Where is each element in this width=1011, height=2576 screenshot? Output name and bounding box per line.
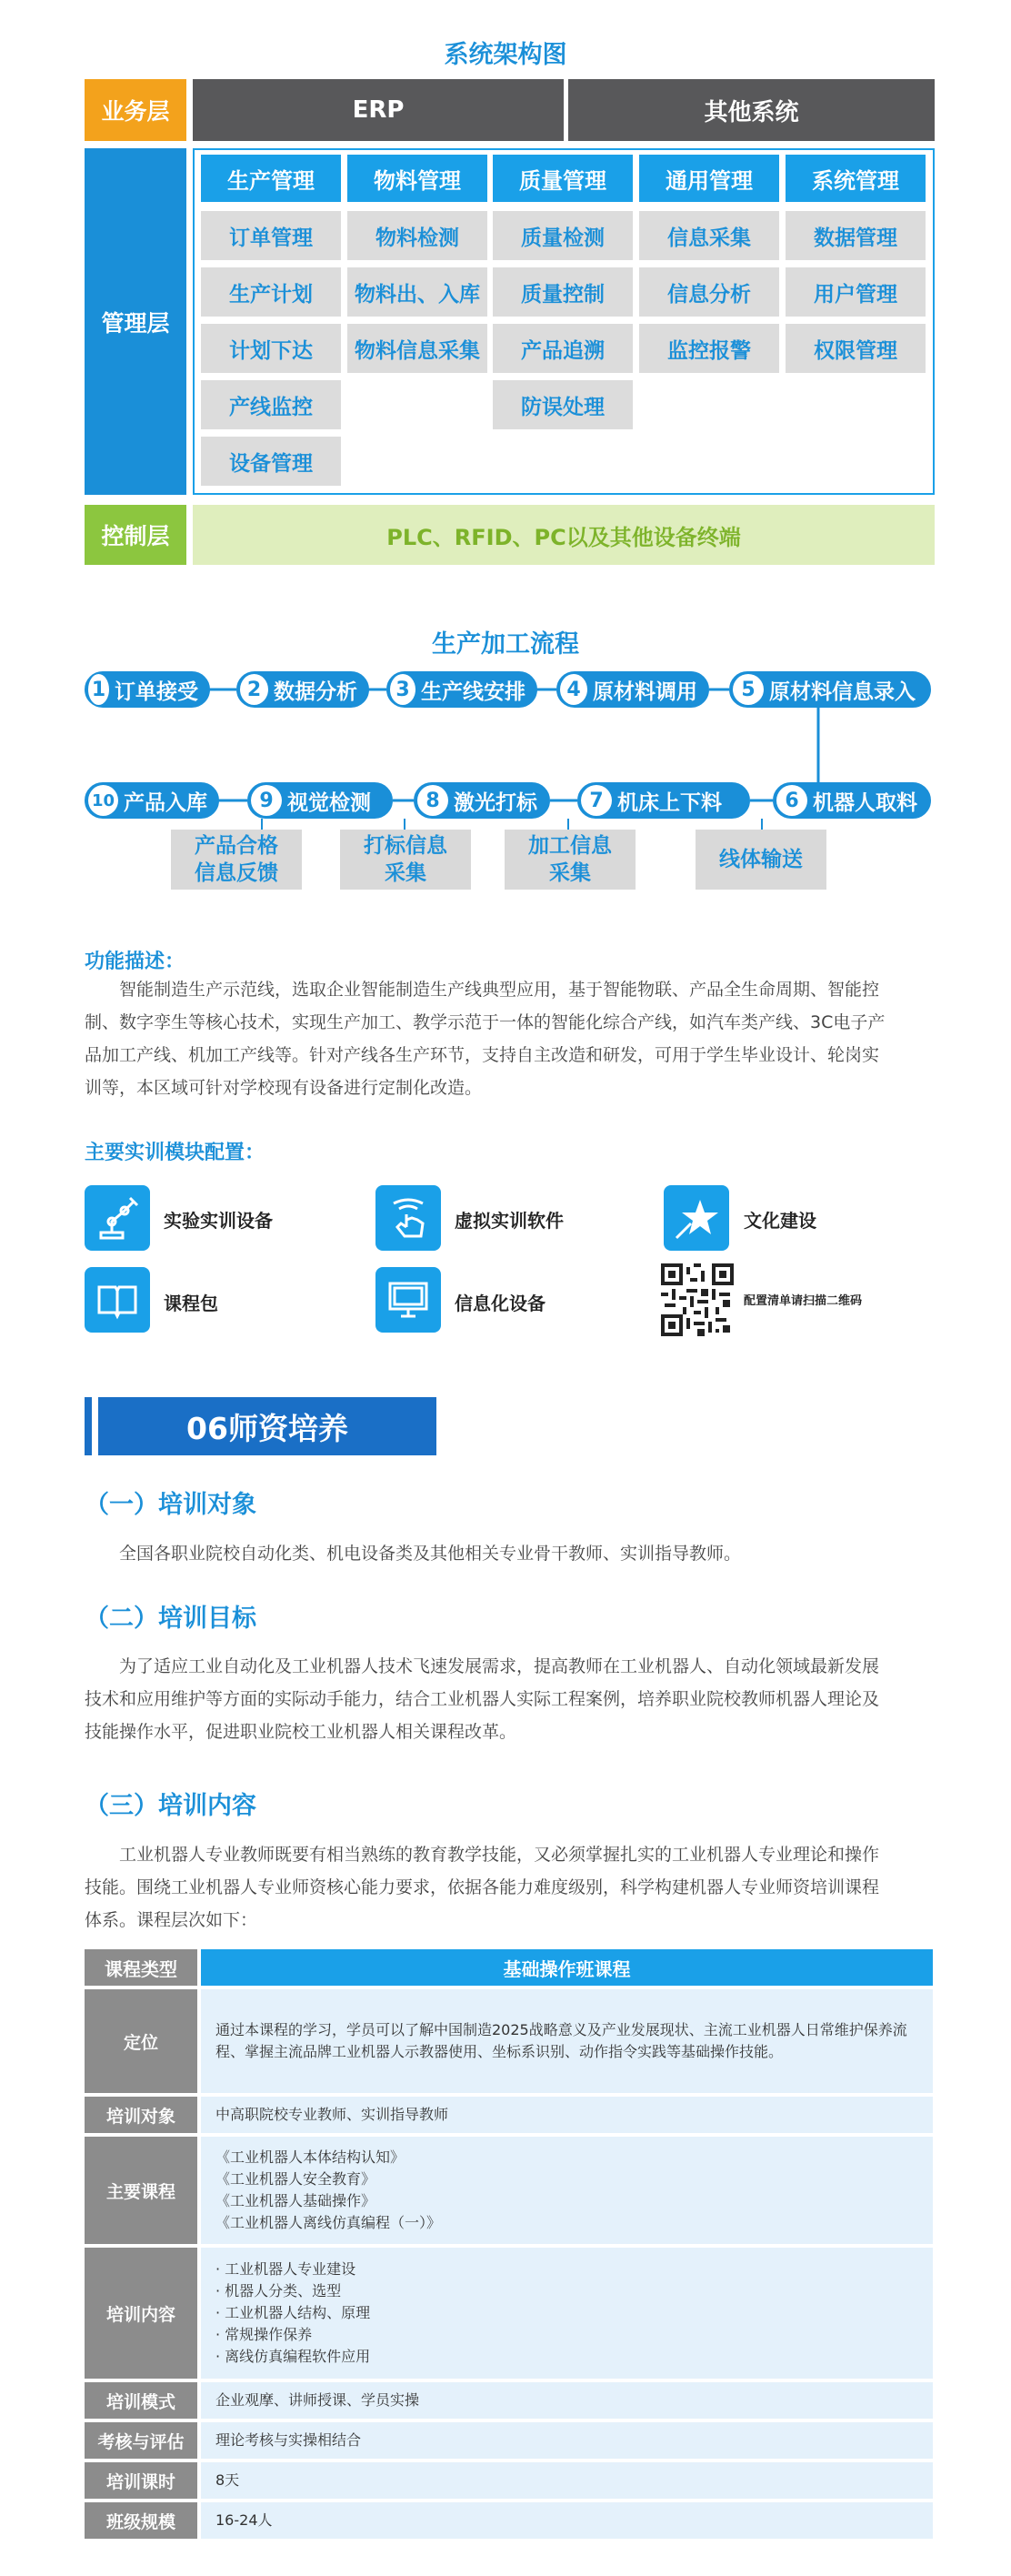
table-row-label: 培训模式 — [85, 2382, 197, 2419]
module-item: 生产计划 — [201, 267, 341, 317]
module-item: 防误处理 — [493, 380, 633, 429]
process-step — [85, 671, 210, 708]
table-row-content — [201, 2382, 933, 2419]
sub-box-line: 采集 — [385, 861, 426, 885]
step-label: 订单接受 — [115, 679, 198, 704]
control-devices-box: PLC、RFID、PC以及其他设备终端 — [193, 505, 935, 565]
table-cell-line: · 机器人分类、选型 — [215, 2282, 342, 2299]
sub-box-line: 信息反馈 — [195, 861, 278, 885]
process-step — [556, 671, 709, 708]
star-icon — [664, 1185, 729, 1251]
table-row-label: 考核与评估 — [85, 2422, 197, 2459]
step-label: 生产线安排 — [421, 679, 526, 704]
book-icon — [85, 1267, 150, 1333]
step-number: 6 — [776, 785, 807, 816]
module-label: 实验实训设备 — [164, 1210, 273, 1232]
module-item: 质量检测 — [493, 211, 633, 260]
s3-line: 体系。课程层次如下： — [85, 1910, 258, 1930]
table-head-left: 课程类型 — [85, 1949, 197, 1986]
module-item: 计划下达 — [201, 324, 341, 373]
step-label: 机器人取料 — [813, 790, 917, 815]
func-line: 制、数字孪生等核心技术，实现生产加工、教学示范于一体的智能化综合产线，如汽车类产线、3C电子产 — [85, 1012, 886, 1032]
table-cell-line: 通过本课程的学习，学员可以了解中国制造2025战略意义及产业发展现状、主流工业机器人日常维护保养流 — [215, 2021, 907, 2038]
table-cell-line: 《工业机器人离线仿真编程（一）》 — [215, 2214, 442, 2231]
module-head: 系统管理 — [786, 155, 926, 202]
module-item: 设备管理 — [201, 437, 341, 486]
step-label: 视觉检测 — [287, 790, 371, 815]
table-cell-line: · 离线仿真编程软件应用 — [215, 2348, 371, 2365]
process-step — [85, 782, 219, 819]
module-item: 物料信息采集 — [347, 324, 487, 373]
func-description — [85, 973, 957, 1104]
module-item: 产品追溯 — [493, 324, 633, 373]
module-item: 权限管理 — [786, 324, 926, 373]
process-title: 生产加工流程 — [432, 630, 579, 659]
table-row-content — [201, 2502, 933, 2539]
func-line: 品加工产线、机加工产线等。针对产线各生产环节，支持自主改造和研发，可用于学生毕业设计、轮岗实 — [85, 1045, 880, 1065]
step-number: 9 — [251, 785, 282, 816]
table-row-content — [201, 2137, 933, 2244]
table-row-content — [201, 2462, 933, 2499]
module-label: 文化建设 — [744, 1210, 816, 1232]
module-head: 通用管理 — [639, 155, 779, 202]
s2-title: （二）培训目标 — [85, 1605, 256, 1633]
hand-touch-icon — [375, 1185, 441, 1251]
module-item: 信息分析 — [639, 267, 779, 317]
s3-text — [85, 1838, 957, 1937]
module-label: 课程包 — [164, 1293, 218, 1314]
table-row-content — [201, 2422, 933, 2459]
table-cell-line: 企业观摩、讲师授课、学员实操 — [215, 2391, 420, 2409]
process-step — [577, 782, 750, 819]
modules-heading: 主要实训模块配置： — [85, 1142, 265, 1164]
module-item: 产线监控 — [201, 380, 341, 429]
process-step — [414, 782, 550, 819]
step-label: 原材料信息录入 — [769, 679, 916, 704]
table-row-label: 培训课时 — [85, 2462, 197, 2499]
process-step — [773, 782, 931, 819]
step-number: 7 — [581, 785, 612, 816]
robot-arm-icon — [85, 1185, 150, 1251]
func-heading: 功能描述： — [85, 951, 185, 973]
step-number: 8 — [417, 785, 448, 816]
sub-box-marking-info — [340, 830, 471, 890]
erp-box: ERP — [193, 79, 564, 141]
step-number: 4 — [560, 674, 587, 705]
table-row-content — [201, 2097, 933, 2133]
s1-text: 全国各职业院校自动化类、机电设备类及其他相关专业骨干教师、实训指导教师。 — [119, 1544, 742, 1564]
table-row-label: 培训内容 — [85, 2248, 197, 2379]
table-row-content — [201, 2248, 933, 2379]
table-cell-line: 16-24人 — [215, 2511, 273, 2529]
table-row-label: 班级规模 — [85, 2502, 197, 2539]
step-number: 1 — [88, 674, 109, 705]
process-step — [386, 671, 537, 708]
step-label: 产品入库 — [124, 790, 207, 815]
section-banner: 06师资培养 — [98, 1397, 436, 1455]
module-item: 物料出、入库 — [347, 267, 487, 317]
qr-caption: 配置清单请扫描二维码 — [744, 1294, 863, 1308]
module-item: 数据管理 — [786, 211, 926, 260]
other-systems-box: 其他系统 — [568, 79, 935, 141]
table-cell-line: · 工业机器人专业建设 — [215, 2260, 356, 2278]
table-head-right: 基础操作班课程 — [201, 1949, 933, 1986]
sub-box-line: 打标信息 — [364, 834, 447, 858]
module-item: 物料检测 — [347, 211, 487, 260]
process-connectors — [0, 0, 1011, 910]
module-head: 生产管理 — [201, 155, 341, 202]
module-item: 订单管理 — [201, 211, 341, 260]
module-item: 用户管理 — [786, 267, 926, 317]
func-line: 智能制造生产示范线，选取企业智能制造生产线典型应用，基于智能物联、产品全生命周期、智能控 — [119, 980, 880, 1000]
s3-title: （三）培训内容 — [85, 1792, 256, 1820]
table-cell-line: 《工业机器人基础操作》 — [215, 2192, 376, 2209]
table-cell-line: 8天 — [215, 2471, 240, 2489]
s2-line: 技能操作水平，促进职业院校工业机器人相关课程改革。 — [85, 1722, 517, 1742]
process-step — [247, 782, 393, 819]
layer-control: 控制层 — [85, 505, 186, 565]
func-line: 训等，本区域可针对学校现有设备进行定制化改造。 — [85, 1078, 483, 1098]
table-cell-line: · 工业机器人结构、原理 — [215, 2304, 371, 2321]
step-number: 2 — [240, 674, 268, 705]
qr-code-icon[interactable] — [661, 1263, 734, 1336]
banner-accent — [85, 1397, 92, 1455]
module-item: 信息采集 — [639, 211, 779, 260]
sub-box-line: 采集 — [549, 861, 591, 885]
module-item: 质量控制 — [493, 267, 633, 317]
table-cell-line: 《工业机器人安全教育》 — [215, 2170, 376, 2188]
layer-business: 业务层 — [85, 79, 186, 141]
step-label: 激光打标 — [454, 790, 537, 815]
table-cell-line: 程、掌握主流品牌工业机器人示教器使用、坐标系识别、动作指令实践等基础操作技能。 — [215, 2043, 784, 2060]
table-row-label: 主要课程 — [85, 2137, 197, 2244]
s2-line: 为了适应工业自动化及工业机器人技术飞速发展需求，提高教师在工业机器人、自动化领域最新发展 — [119, 1656, 880, 1676]
module-label: 虚拟实训软件 — [455, 1210, 564, 1232]
step-label: 原材料调用 — [593, 679, 697, 704]
s3-line: 工业机器人专业教师既要有相当熟练的教育教学技能，又必须掌握扎实的工业机器人专业理论和操作 — [119, 1845, 880, 1865]
step-number: 10 — [88, 785, 118, 816]
monitor-icon — [375, 1267, 441, 1333]
module-label: 信息化设备 — [455, 1293, 546, 1314]
sub-box-line-conveying — [696, 830, 826, 890]
process-step — [729, 671, 931, 708]
s2-text — [85, 1650, 957, 1748]
layer-management: 管理层 — [85, 148, 186, 495]
table-row-content — [201, 1989, 933, 2093]
s2-line: 技术和应用维护等方面的实际动手能力，结合工业机器人实际工程案例，培养职业院校教师机器人理论及 — [85, 1689, 880, 1709]
step-number: 3 — [390, 674, 415, 705]
s3-line: 技能。围绕工业机器人专业师资核心能力要求，依据各能力难度级别，科学构建机器人专业师资培训课程 — [85, 1877, 880, 1897]
table-cell-line: · 常规操作保养 — [215, 2326, 313, 2343]
step-label: 机床上下料 — [617, 790, 722, 815]
arch-title: 系统架构图 — [444, 41, 567, 69]
table-cell-line: 中高职院校专业教师、实训指导教师 — [215, 2106, 449, 2123]
sub-box-line: 线体输送 — [719, 848, 803, 871]
table-row-label: 培训对象 — [85, 2097, 197, 2133]
module-head: 物料管理 — [347, 155, 487, 202]
sub-box-quality-feedback — [171, 830, 302, 890]
sub-box-line: 产品合格 — [195, 834, 278, 858]
sub-box-machining-info — [505, 830, 636, 890]
s1-title: （一）培训对象 — [85, 1491, 256, 1519]
sub-box-line: 加工信息 — [528, 834, 612, 858]
module-item: 监控报警 — [639, 324, 779, 373]
process-step — [236, 671, 369, 708]
step-number: 5 — [733, 674, 764, 705]
step-label: 数据分析 — [274, 679, 357, 704]
table-row-label: 定位 — [85, 1989, 197, 2093]
table-cell-line: 《工业机器人本体结构认知》 — [215, 2148, 405, 2166]
table-cell-line: 理论考核与实操相结合 — [215, 2431, 362, 2449]
module-head: 质量管理 — [493, 155, 633, 202]
